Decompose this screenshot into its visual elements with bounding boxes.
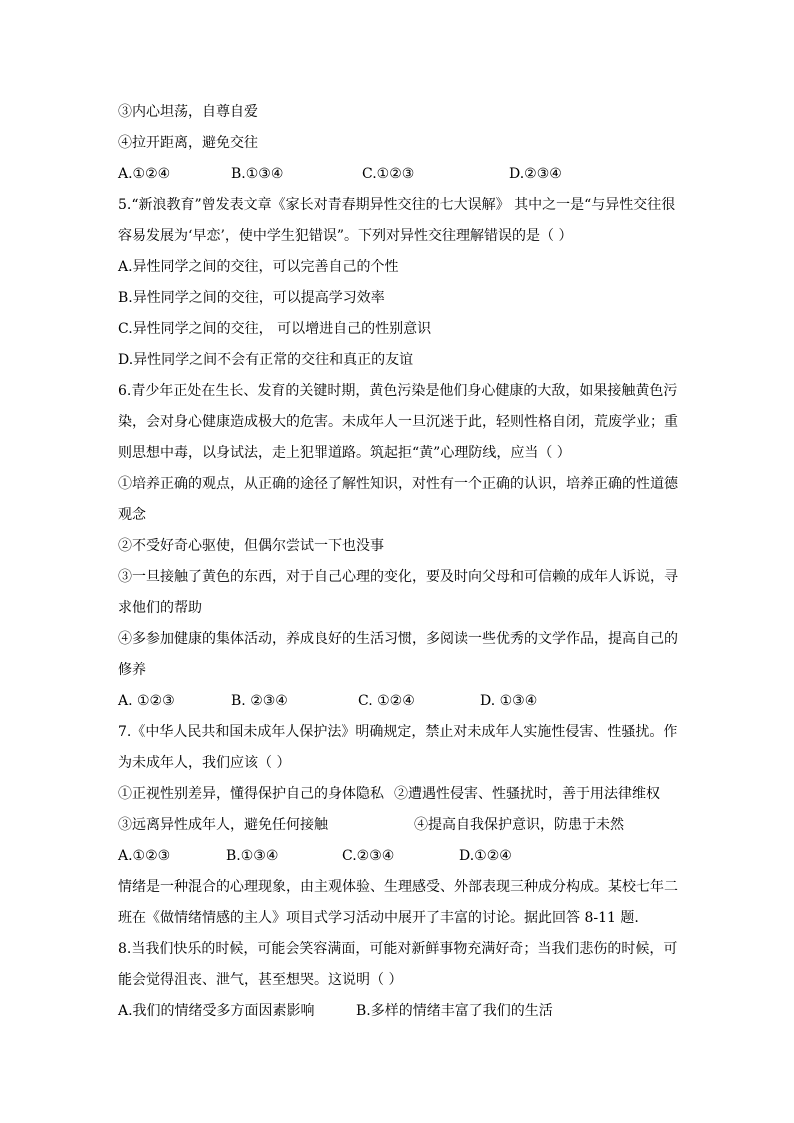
- q4-option-c: C.①②③: [362, 166, 415, 182]
- q5-option-c: C.异性同学之间的交往， 可以增进自己的性别意识: [118, 321, 432, 337]
- q6-option-c: C. ①②④: [358, 693, 415, 709]
- exam-page: [118, 97, 678, 1027]
- q6-stem-line-2: 染，会对身心健康造成极大的危害。未成年人一旦沉迷于此，轻则性格自闭，荒废学业；重: [118, 414, 678, 430]
- q4-option-b: B.①③④: [231, 166, 284, 182]
- q6-stem-line-3: 则思想中毒，以身试法，走上犯罪道路。筑起拒“黄”心理防线，应当（ ）: [118, 445, 571, 461]
- q6-options: [118, 686, 678, 717]
- q8-option-a: A.我们的情绪受多方面因素影响: [118, 1003, 315, 1019]
- q5-option-b: B.异性同学之间的交往，可以提高学习效率: [118, 290, 385, 306]
- section-intro-line-2: 班在《做情绪情感的主人》项目式学习活动中展开了丰富的讨论。据此回答 8-11 题.: [118, 910, 639, 926]
- q8-options-a-b: [118, 996, 678, 1027]
- q8-stem-line-1: 8.当我们快乐的时候，可能会笑容满面，可能对新鲜事物充满好奇；当我们悲伤的时候，可: [118, 941, 678, 957]
- q6-option-b: B. ②③④: [231, 693, 288, 709]
- q8-stem-line-2: 能会觉得沮丧、泄气，甚至想哭。这说明（ ）: [118, 972, 403, 988]
- q7-statement-2: ②遭遇性侵害、性骚扰时，善于用法律维权: [394, 786, 660, 802]
- section-intro-line-1: 情绪是一种混合的心理现象，由主观体验、生理感受、外部表现三种成分构成。某校七年二: [118, 879, 678, 895]
- q5-option-d: D.异性同学之间不会有正常的交往和真正的友谊: [118, 352, 414, 368]
- q8-option-b: B.多样的情绪丰富了我们的生活: [356, 1003, 553, 1019]
- q6-statement-2: ②不受好奇心驱使，但偶尔尝试一下也没事: [118, 538, 384, 554]
- q7-statements-1-2: [118, 779, 678, 810]
- q5-stem-line-2: 容易发展为‘早恋’，使中学生犯错误”。下列对异性交往理解错误的是（ ）: [118, 228, 573, 244]
- q7-statement-4: ④提高自我保护意识，防患于未然: [414, 817, 624, 833]
- q7-option-a: A.①②③: [118, 848, 171, 864]
- q7-statements-3-4: [118, 810, 678, 841]
- q7-stem-line-1: 7.《中华人民共和国未成年人保护法》明确规定，禁止对未成年人实施性侵害、性骚扰。作: [118, 724, 678, 740]
- q5-option-a: A.异性同学之间的交往，可以完善自己的个性: [118, 259, 399, 275]
- q4-statement-4: ④拉开距离，避免交往: [118, 135, 258, 151]
- q7-statement-1: ①正视性别差异，懂得保护自己的身体隐私: [118, 786, 384, 802]
- q4-statement-3: ③内心坦荡，自尊自爱: [118, 104, 258, 120]
- q5-stem-line-1: 5.“新浪教育”曾发表文章《家长对青春期异性交往的七大误解》 其中之一是“与异性交往很: [118, 197, 676, 213]
- q7-statement-3: ③远离异性成年人，避免任何接触: [118, 817, 328, 833]
- q6-option-d: D. ①③④: [480, 693, 538, 709]
- q4-option-d: D.②③④: [509, 166, 562, 182]
- q4-option-a: A.①②④: [118, 166, 171, 182]
- q6-option-a: A. ①②③: [118, 693, 175, 709]
- q6-statement-3-line-2: 求他们的帮助: [118, 600, 202, 616]
- q6-statement-3-line-1: ③一旦接触了黄色的东西，对于自己心理的变化，要及时向父母和可信赖的成年人诉说，寻: [118, 569, 678, 585]
- q7-option-c: C.②③④: [342, 848, 395, 864]
- q6-statement-4-line-1: ④多参加健康的集体活动，养成良好的生活习惯，多阅读一些优秀的文学作品，提高自己的: [118, 631, 678, 647]
- q7-options: [118, 841, 678, 872]
- q6-statement-4-line-2: 修养: [118, 662, 146, 678]
- q6-statement-1-line-2: 观念: [118, 507, 146, 523]
- q7-option-b: B.①③④: [226, 848, 279, 864]
- q7-option-d: D.①②④: [459, 848, 512, 864]
- q6-statement-1-line-1: ①培养正确的观点，从正确的途径了解性知识，对性有一个正确的认识，培养正确的性道德: [118, 476, 678, 492]
- q7-stem-line-2: 为未成年人，我们应该（ ）: [118, 755, 291, 771]
- q6-stem-line-1: 6.青少年正处在生长、发育的关键时期，黄色污染是他们身心健康的大敌，如果接触黄色污: [118, 383, 678, 399]
- q4-options: [118, 159, 678, 190]
